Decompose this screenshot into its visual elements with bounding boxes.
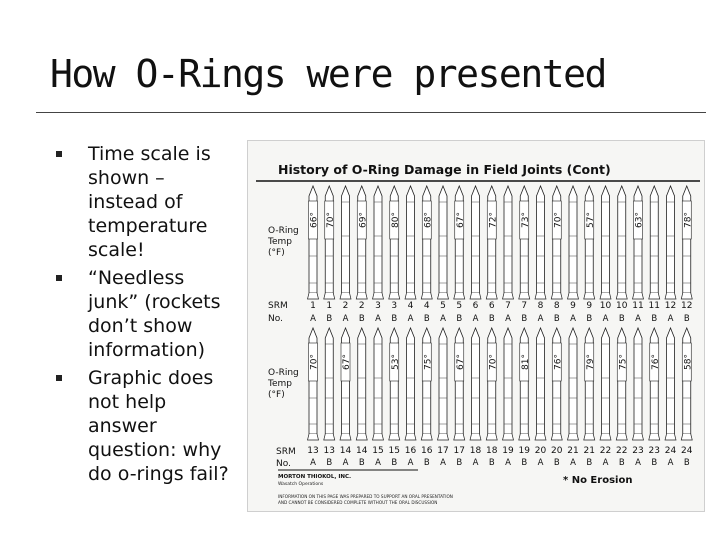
rocket-nozzle	[486, 293, 497, 299]
srm-side: A	[505, 314, 511, 324]
srm-number: 10	[599, 301, 612, 311]
rocket	[519, 186, 531, 324]
srm-side: A	[407, 458, 414, 468]
rocket-nozzle	[486, 434, 497, 440]
srm-number: 13	[307, 446, 319, 456]
rocket-row-bottom	[307, 328, 693, 468]
temp-value: 66°	[309, 212, 320, 228]
srm-label-line: SRM	[276, 447, 296, 457]
rocket-nozzle	[356, 293, 367, 299]
rocket-nozzle	[470, 434, 481, 440]
company-name: MORTON THIOKOL, INC.	[278, 474, 352, 480]
rocket	[356, 328, 368, 468]
srm-side: A	[342, 314, 349, 324]
rocket	[421, 328, 433, 468]
rocket-nozzle	[324, 293, 335, 299]
srm-side: B	[391, 314, 398, 324]
srm-number: 5	[440, 301, 446, 311]
temp-value: 63°	[634, 212, 645, 228]
rocket-nozzle	[356, 434, 367, 440]
rocket-row-top	[308, 186, 694, 324]
bullet-item	[56, 142, 236, 262]
rocket	[470, 186, 481, 324]
rocket	[340, 328, 352, 468]
rocket-nozzle	[438, 434, 449, 440]
srm-side: A	[375, 458, 381, 468]
rocket-nozzle	[665, 293, 676, 299]
srm-side: A	[570, 314, 576, 324]
srm-number: 7	[505, 301, 511, 311]
srm-side: B	[586, 314, 593, 324]
rocket	[389, 328, 401, 468]
srm-side: B	[488, 314, 495, 324]
rocket	[600, 186, 612, 324]
srm-side: A	[667, 314, 674, 324]
srm-number: 23	[632, 446, 644, 456]
srm-number: 8	[537, 301, 544, 311]
srm-number: 6	[472, 301, 479, 311]
temp-value: 67°	[455, 212, 466, 228]
rocket-nozzle	[649, 293, 660, 299]
rocket-nozzle	[584, 434, 595, 440]
rocket-nozzle	[681, 293, 692, 299]
temp-value: 76°	[650, 354, 661, 370]
rocket	[632, 186, 644, 324]
rocket-nozzle	[454, 434, 465, 440]
rocket	[454, 186, 466, 324]
srm-number: 21	[567, 446, 579, 456]
srm-side: A	[342, 458, 349, 468]
bullet-square-icon	[56, 151, 62, 157]
rocket-nozzle	[470, 293, 481, 299]
temp-label-line: (°F)	[268, 390, 285, 400]
temp-value: 78°	[683, 212, 694, 228]
rocket	[584, 328, 596, 468]
rocket	[616, 186, 628, 324]
rocket	[340, 186, 351, 324]
bullet-item	[56, 366, 236, 486]
temp-value: 69°	[358, 212, 369, 228]
temp-value: 58°	[683, 354, 694, 370]
slide-title: How O-Rings were presented	[50, 52, 606, 96]
temp-value: 75°	[618, 354, 629, 370]
srm-side: B	[651, 314, 658, 324]
rocket	[584, 186, 596, 324]
srm-number: 18	[469, 446, 482, 456]
srm-side: B	[586, 458, 593, 468]
rocket	[616, 328, 628, 468]
rocket	[681, 186, 693, 324]
rocket	[567, 328, 578, 468]
temp-value: 70°	[488, 354, 499, 370]
bullet-text: Time scale is shown – instead of temperature scale!	[88, 143, 211, 261]
rocket-nozzle	[405, 293, 416, 299]
srm-side: B	[651, 458, 658, 468]
srm-number: 9	[570, 301, 576, 311]
rocket	[503, 186, 514, 324]
srm-side: A	[635, 458, 641, 468]
bullet-item	[56, 266, 236, 362]
srm-number: 1	[326, 301, 333, 311]
temp-label-line: Temp	[268, 379, 292, 389]
rocket	[535, 328, 547, 468]
srm-number: 10	[616, 301, 628, 311]
rocket-nozzle	[600, 293, 611, 299]
temp-value: 68°	[423, 212, 434, 228]
srm-side: B	[326, 314, 333, 324]
rocket	[665, 328, 677, 468]
temp-value: 67°	[342, 354, 352, 370]
o-ring-chart-svg	[248, 141, 704, 511]
rocket-nozzle	[324, 434, 335, 440]
srm-number: 13	[323, 446, 335, 456]
srm-side: B	[521, 458, 528, 468]
srm-side: B	[391, 458, 398, 468]
srm-number: 7	[521, 301, 528, 311]
srm-number: 14	[339, 446, 352, 456]
company-division: Wasatch Operations	[278, 482, 324, 487]
temp-value: 67°	[455, 354, 466, 370]
srm-number: 14	[356, 446, 368, 456]
srm-number: 4	[423, 301, 430, 311]
temp-value: 73°	[520, 212, 531, 228]
srm-number: 1	[310, 301, 316, 311]
title-rule	[36, 112, 706, 113]
srm-side: B	[553, 458, 560, 468]
srm-side: A	[505, 458, 511, 468]
rocket-nozzle	[535, 434, 546, 440]
srm-side: A	[537, 458, 544, 468]
srm-number: 18	[486, 446, 498, 456]
srm-number: 3	[375, 301, 381, 311]
srm-side: B	[326, 458, 333, 468]
temp-value: 70°	[309, 354, 320, 370]
bullet-square-icon	[56, 375, 62, 381]
srm-side: A	[602, 458, 609, 468]
srm-side: A	[375, 314, 381, 324]
srm-number: 17	[453, 446, 465, 456]
temp-value: 75°	[423, 354, 434, 370]
temp-value: 79°	[585, 354, 596, 370]
srm-side: B	[683, 314, 690, 324]
rocket	[356, 186, 368, 324]
rocket-nozzle	[421, 434, 432, 440]
rocket	[551, 328, 563, 468]
rocket-nozzle	[389, 293, 400, 299]
temp-value: 80°	[390, 212, 401, 228]
rocket	[535, 186, 546, 324]
rocket	[405, 328, 417, 468]
rocket-nozzle	[551, 434, 562, 440]
rocket-nozzle	[633, 293, 644, 299]
srm-number: 16	[421, 446, 433, 456]
rocket	[632, 328, 643, 468]
temp-value: 70°	[325, 212, 336, 228]
srm-number: 8	[553, 301, 560, 311]
srm-number: 15	[372, 446, 384, 456]
rocket-nozzle	[373, 434, 384, 440]
srm-number: 9	[586, 301, 593, 311]
srm-number: 19	[502, 446, 514, 456]
rocket	[421, 186, 433, 324]
temp-value: 53°	[390, 354, 401, 370]
rocket	[308, 186, 320, 324]
rocket	[649, 186, 660, 324]
srm-number: 12	[681, 301, 693, 311]
rocket-nozzle	[665, 434, 676, 440]
srm-side: B	[423, 314, 430, 324]
srm-side: A	[310, 314, 316, 324]
srm-number: 12	[664, 301, 677, 311]
srm-number: 24	[681, 446, 693, 456]
srm-number: 24	[664, 446, 677, 456]
srm-number: 2	[342, 301, 349, 311]
srm-side: B	[358, 314, 365, 324]
srm-side: B	[488, 458, 495, 468]
srm-number: 15	[388, 446, 400, 456]
rocket-nozzle	[519, 293, 530, 299]
srm-number: 4	[407, 301, 414, 311]
srm-label-line: No.	[268, 314, 283, 324]
srm-side: B	[456, 458, 463, 468]
srm-number: 22	[599, 446, 612, 456]
srm-side: A	[472, 458, 479, 468]
rocket	[568, 186, 579, 324]
rocket-nozzle	[616, 434, 627, 440]
rocket	[389, 186, 401, 324]
srm-number: 16	[404, 446, 417, 456]
temp-label-line: Temp	[268, 237, 292, 247]
srm-side: B	[618, 458, 625, 468]
rocket	[405, 186, 416, 324]
rocket	[665, 186, 676, 324]
srm-side: A	[537, 314, 544, 324]
temp-value: 76°	[553, 354, 564, 370]
rocket-nozzle	[568, 434, 579, 440]
rocket	[681, 328, 693, 468]
temp-value: 70°	[553, 212, 564, 228]
rocket-nozzle	[568, 293, 579, 299]
rocket-nozzle	[503, 434, 514, 440]
rocket-nozzle	[308, 293, 319, 299]
rocket-nozzle	[633, 434, 644, 440]
srm-number: 6	[488, 301, 495, 311]
rocket	[470, 328, 482, 468]
rocket-nozzle	[600, 434, 611, 440]
rocket-nozzle	[519, 434, 530, 440]
srm-label-line: No.	[276, 459, 291, 469]
bullet-text: Graphic does not help answer question: why do o-rings fail?	[88, 367, 229, 485]
rocket	[502, 328, 514, 468]
rocket	[600, 328, 611, 468]
rocket-nozzle	[405, 434, 416, 440]
footnote-line: INFORMATION ON THIS PAGE WAS PREPARED TO SUPPORT AN ORAL PRESENTATION	[278, 494, 453, 499]
rocket	[373, 186, 384, 324]
rocket-nozzle	[681, 434, 692, 440]
srm-number: 3	[391, 301, 398, 311]
rocket-nozzle	[308, 434, 319, 440]
srm-number: 19	[518, 446, 530, 456]
rocket-nozzle	[340, 434, 351, 440]
rocket-nozzle	[421, 293, 432, 299]
srm-side: A	[407, 314, 414, 324]
bullet-text: “Needless junk” (rockets don’t show information)	[88, 267, 221, 361]
rocket	[454, 328, 466, 468]
srm-number: 21	[583, 446, 595, 456]
temp-label-line: O-Ring	[268, 226, 299, 236]
rocket-nozzle	[438, 293, 449, 299]
temp-value: 72°	[488, 212, 499, 228]
o-ring-chart-figure	[247, 140, 705, 512]
srm-number: 11	[632, 301, 644, 311]
srm-side: A	[440, 314, 446, 324]
bullet-list	[56, 142, 236, 490]
rocket	[519, 328, 531, 468]
srm-side: A	[310, 458, 316, 468]
rocket-nozzle	[535, 293, 546, 299]
srm-side: A	[472, 314, 479, 324]
srm-number: 22	[616, 446, 628, 456]
srm-side: B	[358, 458, 365, 468]
rocket	[649, 328, 661, 468]
legend-no-erosion: * No Erosion	[563, 475, 633, 486]
rocket	[551, 186, 563, 324]
rocket	[486, 328, 498, 468]
srm-number: 11	[648, 301, 660, 311]
footnote-line: AND CANNOT BE CONSIDERED COMPLETE WITHOUT THE ORAL DISCUSSION	[278, 500, 438, 505]
srm-side: B	[553, 314, 560, 324]
srm-side: B	[618, 314, 625, 324]
srm-number: 2	[358, 301, 365, 311]
temp-value: 57°	[585, 212, 596, 228]
figure-title: History of O-Ring Damage in Field Joints (Cont)	[278, 162, 611, 177]
srm-side: B	[423, 458, 430, 468]
rocket-nozzle	[389, 434, 400, 440]
rocket	[437, 328, 448, 468]
rocket	[486, 186, 498, 324]
srm-side: A	[635, 314, 641, 324]
rocket-nozzle	[616, 293, 627, 299]
rocket	[438, 186, 449, 324]
rocket	[324, 186, 336, 324]
rocket	[307, 328, 319, 468]
srm-side: B	[521, 314, 528, 324]
srm-side: A	[602, 314, 609, 324]
srm-number: 20	[534, 446, 547, 456]
rocket	[324, 328, 335, 468]
temp-label-line: O-Ring	[268, 368, 299, 378]
rocket-nozzle	[503, 293, 514, 299]
rocket-nozzle	[584, 293, 595, 299]
srm-number: 20	[551, 446, 563, 456]
rocket-nozzle	[649, 434, 660, 440]
rocket	[372, 328, 383, 468]
rocket-nozzle	[551, 293, 562, 299]
srm-side: A	[667, 458, 674, 468]
srm-side: A	[440, 458, 446, 468]
srm-side: B	[683, 458, 690, 468]
temp-label-line: (°F)	[268, 248, 285, 258]
temp-value: 81°	[520, 354, 531, 370]
srm-side: A	[570, 458, 576, 468]
bullet-square-icon	[56, 275, 62, 281]
srm-label-line: SRM	[268, 301, 288, 311]
rocket-nozzle	[454, 293, 465, 299]
rocket-nozzle	[373, 293, 384, 299]
srm-side: B	[456, 314, 463, 324]
srm-number: 5	[456, 301, 463, 311]
rocket-nozzle	[340, 293, 351, 299]
srm-number: 17	[437, 446, 449, 456]
srm-number: 23	[648, 446, 660, 456]
